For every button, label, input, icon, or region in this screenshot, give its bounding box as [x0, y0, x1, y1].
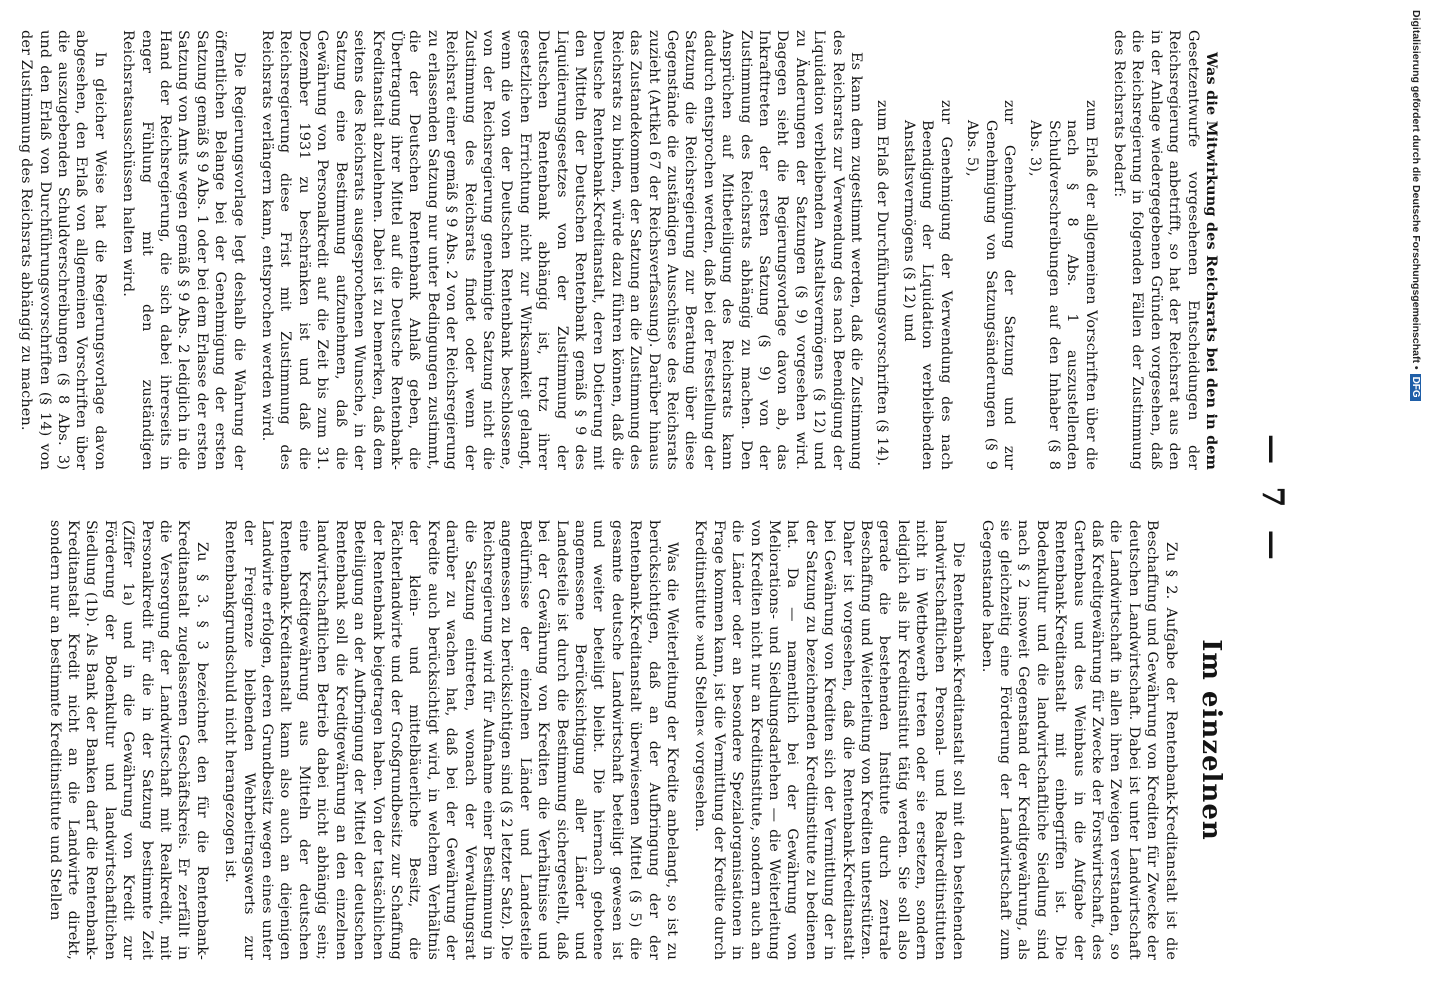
- section-heading: Im einzelnen: [1196, 639, 1226, 841]
- page-number: — 7 —: [1255, 434, 1290, 566]
- paragraph: Die Rentenbank-Kreditanstalt soll mit den bestehenden landwirtschaftlichen Personal- und Realkreditinstituten nicht in Wettbewerb treten oder sie ersetzen, sondern lediglich als ihr Kreditinstitut tätig werden. Sie soll also gerade die bestehenden Institute durch zentrale Beschaffung und Weiterleitung von Krediten unterstützen. Daher ist vorgesehen, daß die Rentenbank-Kreditanstalt bei Gewährung von Krediten sich der Vermittlung der in der Satzung zu bezeichnenden Kreditinstitute zu bedienen hat. Da — namentlich bei der Gewährung von Meliorations- und Siedlungsdarlehen — die Weiterleitung von Krediten nicht nur an Kreditinstitute, sondern auch an die Länder oder an besondere Spezialorganisationen in Frage kommen kann, ist die Vermittlung der Kredite durch Kreditinstitute »und Stellen« vorgesehen.: [692, 520, 967, 960]
- paragraph: Was die Weiterleitung der Kredite anbelangt, so ist zu berücksichtigen, daß an der Aufbringung der der Rentenbank-Kreditanstalt überwiesenen Mittel (§ 5) die gesamte deutsche Landwirtschaft beteiligt gewesen ist und weiter beteiligt bleibt. Die hiernach gebotene angemessene Berücksichtigung aller Länder und Landesteile ist durch die Bestimmung sichergestellt, daß bei der Gewährung von Krediten die Verhältnisse und Bedürfnisse der einzelnen Länder und Landesteile angemessen zu berücksichtigen sind (§ 2 letzter Satz). Die Reichsregierung wird für Aufnahme einer Bestimmung in die Satzung eintreten, wonach der Verwaltungsrat darüber zu wachen hat, daß bei der Gewährung der Kredite auch berücksichtigt wird, in welchem Verhältnis der klein- und mittelbäuerliche Besitz, die Pächterlandwirte und der Großgrundbesitz zur Schaffung der Rentenbank beigetragen haben. Von der tatsächlichen Beteiligung an der Aufbringung der Mittel der deutschen Rentenbank soll die Kreditgewährung an den einzelnen landwirtschaftlichen Betrieb dabei nicht abhängig sein; eine Kreditgewährung aus Mitteln der deutschen Rentenbank-Kreditanstalt kann also auch an diejenigen Landwirte erfolgen, deren Grundbesitz wegen eines unter der Freigrenze bleibenden Wehrbeitragswerts zur Rentenbankgrundschuld nicht herangezogen ist.: [222, 520, 681, 960]
- scanned-page-rotated: [18, 20, 1290, 980]
- dfg-logo: DFG: [1410, 374, 1421, 401]
- list-item: zum Erlaß der Durchführungsvorschriften (§ 14).: [874, 100, 891, 467]
- paragraph: Die Regierungsvorlage legt deshalb die Wahrung der öffentlichen Belange bei der Genehmigung der ersten Satzung gemäß § 9 Abs. 1 oder bei dem Erlasse der ersten Satzung von Amts wegen gemäß § 9 Abs. 2 lediglich in die Hand der Reichsregierung, die sich dabei ihrerseits in enger Fühlung mit den zuständigen Reichsratsausschüssen halten wird.: [120, 30, 247, 470]
- list-item: zum Erlaß der allgemeinen Vorschriften über die nach § 8 Abs. 1 auszustellenden Schuldverschreibungen auf den Inhaber (§ 8 Abs. 3),: [1027, 100, 1099, 470]
- paragraph: Zu § 3. § 3 bezeichnet den für die Rentenbank-Kreditanstalt zugelassenen Geschäftskreis. Er zerfällt in die Versorgung der Landwirtschaft mit Realkredit, mit Personalkredit für die in der Satzung bestimmte Zeit (Ziffer 1a) und in die Gewährung von Kredit zur Förderung der Bodenkultur und landwirtschaftlichen Siedlung (1b). Als Bank der Banken darf die Rentenbank-Kreditanstalt Kredit nicht an die Landwirte direkt, sondern nur an bestimmte Kreditinstitute und Stellen: [46, 520, 210, 960]
- paragraph: Es kann dem zugestimmt werden, daß die Zustimmung des Reichsrats zur Verwendung des nach Beendigung der Liquidation verbleibenden Anstaltsvermögens (§ 12) und zu Änderungen der Satzungen (§ 9) vorgesehen wird. Dagegen sieht die Regierungsvorlage davon ab, das Inkrafttreten der ersten Satzung (§ 9) von der Zustimmung des Reichsrats abhängig zu machen. Den Ansprüchen auf Mitbeteiligung des Reichsrats kann dadurch entsprochen werden, daß bei der Feststellung der Satzung die Reichsregierung zur Beratung über diese Gegenstände die zuständigen Ausschüsse des Reichsrats zuzieht (Artikel 67 der Reichsverfassung). Darüber hinaus das Zustandekommen der Satzung an die Zustimmung des Reichsrats zu binden, würde dazu führen können, daß die Deutsche Rentenbank-Kreditanstalt, deren Dotierung mit den Mitteln der Deutschen Rentenbank gemäß § 9 des Liquidierungsgesetzes von der Zustimmung der Deutschen Rentenbank abhängig ist, trotz ihrer gesetzlichen Errichtung nicht zur Wirksamkeit gelangt, wenn die von der Deutschen Rentenbank beschlossene, von der Reichsregierung genehmigte Satzung nicht die Zustimmung des Reichsrats findet oder wenn der Reichsrat einer gemäß § 9 Abs. 2 von der Reichsregierung zu erlassenden Satzung nur unter Bedingungen zustimmt, die der Deutschen Rentenbank Anlaß geben, die Übertragung ihrer Mittel auf die Deutsche Rentenbank-Kreditanstalt abzulehnen. Dabei ist zu bemerken, daß dem seitens des Reichsrats ausgesprochenen Wunsche, in der Satzung eine Bestimmung aufzunehmen, daß die Gewährung von Personalkredit auf die Zeit bis zum 31. Dezember 1931 zu beschränken ist und daß die Reichsregierung diese Frist mit Zustimmung des Reichsrats verlängern kann, entsprochen werden wird.: [259, 30, 865, 470]
- scanned-page-content: [18, 20, 1290, 980]
- list-item: zur Genehmigung der Satzung und zur Genehmigung von Satzungsänderungen (§ 9 Abs. 5),: [964, 100, 1017, 470]
- paragraph: Zu § 2. Aufgabe der Rentenbank-Kreditanstalt ist die Beschaffung und Gewährung von Krediten für Zwecke der deutschen Landwirtschaft. Dabei ist unter Landwirtschaft die Landwirtschaft in allen ihren Zweigen verstanden, so daß Kreditgewährung für Zwecke der Forstwirtschaft, des Gartenbaus und des Weinbaus in die Aufgabe der Rentenbank-Kreditanstalt mit einbegriffen ist. Die Bodenkultur und die landwirtschaftliche Siedlung sind nach § 2 insoweit Gegenstand der Kreditgewährung, als sie gleichzeitig eine Förderung der Landwirtschaft zum Gegenstande haben.: [978, 520, 1179, 960]
- paragraph: In gleicher Weise hat die Regierungsvorlage davon abgesehen, den Erlaß von allgemeinen Vorschriften über die auszugebenden Schuldverschreibungen (§ 8 Abs. 3) und den Erlaß von Durchführungsvorschriften (§ 14) von der Zustimmung des Reichsrats abhängig zu machen.: [18, 30, 108, 470]
- right-column: [35, 520, 1226, 960]
- list-item: zur Genehmigung der Verwendung des nach Beendigung der Liquidation verbleibenden Anstaltsvermögens (§ 12) und: [900, 100, 954, 470]
- digitization-credit: [1410, 10, 1422, 401]
- paragraph: [1110, 30, 1220, 470]
- left-column: [7, 30, 1220, 470]
- credit-text: Digitalisierung gefördert durch die Deutsche Forschungsgemeinschaft •: [1410, 10, 1422, 370]
- paragraph-text: Gesetzentwurfe vorgesehenen Entscheidungen der Reichsregierung anbetrifft, so hat der Reichsrat aus den in der Anlage wiedergegebenen Gründen vorgesehen, daß die Reichsregierung in folgenden Fällen der Zustimmung des Reichsrats bedarf:: [1110, 30, 1201, 470]
- paragraph-lead: Was die Mitwirkung des Reichsrats bei den in dem: [1203, 52, 1220, 470]
